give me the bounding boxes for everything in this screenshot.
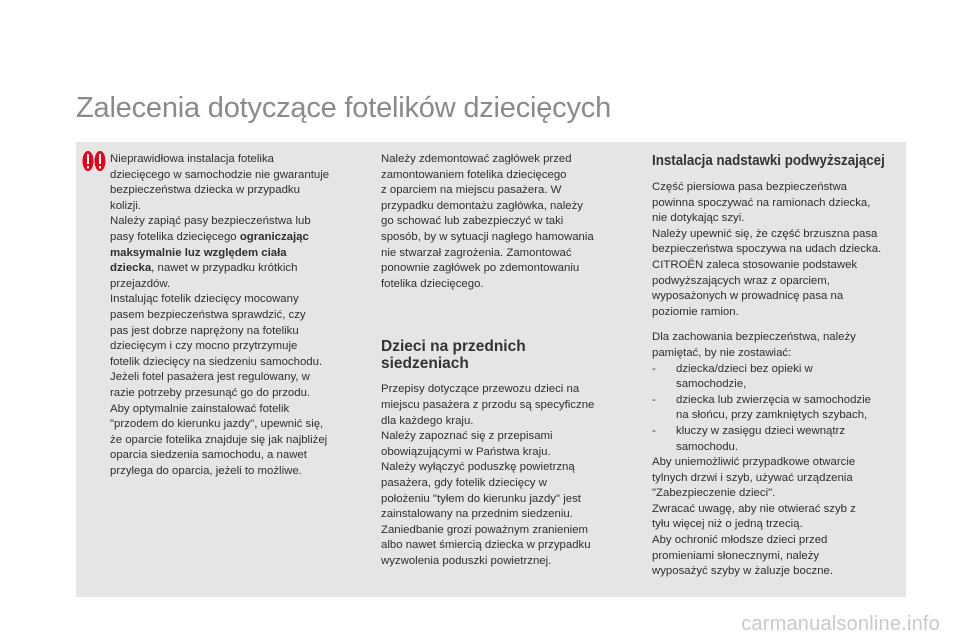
list-item xyxy=(652,393,892,424)
text-line: tyłu więcej niż o jedną trzecią. xyxy=(652,518,803,531)
text-line: Aby optymalnie zainstalować fotelik xyxy=(110,402,290,415)
text-line: kolizji. xyxy=(110,199,142,212)
text-line: promieniami słonecznymi, należy xyxy=(652,549,820,562)
text-line: albo nawet śmiercią dziecka w przypadku xyxy=(381,539,591,552)
text-line: "Zabezpieczenie dzieci". xyxy=(652,487,776,500)
watermark: carmanualsonline.info xyxy=(741,613,940,635)
text-line: Część piersiowa pasa bezpieczeństwa xyxy=(652,181,848,193)
column-headrest-and-front-seats xyxy=(381,152,619,569)
text-line: Instalując fotelik dziecięcy mocowany xyxy=(110,293,299,306)
text-line: Aby ochronić młodsze dzieci przed xyxy=(652,534,828,547)
text-line: zamontowaniem fotelika dziecięcego xyxy=(381,168,567,181)
text-line: przylega do oparcia, jeżeli to możliwe. xyxy=(110,464,302,477)
text-line: Przepisy dotyczące przewozu dzieci na xyxy=(381,383,580,396)
text-line: Dla zachowania bezpieczeństwa, należy xyxy=(652,331,856,344)
list-dash: - xyxy=(652,424,656,437)
section-heading-front-seats xyxy=(381,338,619,372)
text-line: fotelik dziecięcy na siedzeniu samochodu. xyxy=(110,355,323,368)
emphasis-text: maksymalnie luz względem ciała xyxy=(110,246,287,259)
text-line: na słońcu, przy zamkniętych szybach, xyxy=(676,409,868,422)
text-line: "przodem do kierunku jazdy", upewnić się, xyxy=(110,418,324,431)
text-line: wyposażonych w prowadnicę pasa na xyxy=(652,290,844,303)
text-span: , nawet w przypadku krótkich xyxy=(151,262,298,275)
emphasis-line xyxy=(110,246,356,262)
column-warning xyxy=(110,152,356,479)
text-line: dla każdego kraju. xyxy=(381,414,474,427)
text-line: zainstalowany na przednim siedzeniu. xyxy=(381,508,573,521)
column-booster-installation xyxy=(652,152,892,580)
text-line: Należy zapoznać się z przepisami xyxy=(381,430,553,443)
text-line-mixed xyxy=(110,261,356,277)
text-line: nie dotykając szyi. xyxy=(652,212,745,225)
warning-icon xyxy=(82,150,106,172)
text-line: podwyższających wraz z oparciem, xyxy=(652,274,830,287)
text-line: sposób, by w sytuacji nagłego hamowania xyxy=(381,230,594,243)
text-line: z oparciem na miejscu pasażera. W xyxy=(381,184,562,197)
text-line: Zaniedbanie grozi poważnym zranieniem xyxy=(381,523,589,536)
text-line: Jeżeli fotel pasażera jest regulowany, w xyxy=(110,371,310,384)
text-line: Należy wyłączyć poduszkę powietrzną xyxy=(381,461,575,474)
text-line: ponownie zagłówek po zdemontowaniu xyxy=(381,262,580,275)
text-line: poziomie ramion. xyxy=(652,305,739,318)
text-line: dziecka lub zwierzęcia w samochodzie xyxy=(676,393,871,406)
text-line: wyposażyć szyby w żaluzje boczne. xyxy=(652,565,834,578)
text-line: Należy upewnić się, że część brzuszna pasa xyxy=(652,227,878,240)
section-heading-booster: Instalacja nadstawki podwyższającej xyxy=(652,153,885,169)
text-line: nie stwarzał zagrożenia. Zamontować xyxy=(381,246,572,259)
text-line: bezpieczeństwa spoczywa na udach dziecka. xyxy=(652,243,882,256)
heading-line: Dzieci na przednich xyxy=(381,338,526,356)
list-item xyxy=(652,362,892,393)
text-line: położeniu "tyłem do kierunku jazdy" jest xyxy=(381,492,581,505)
text-line: pasażera, gdy fotelik dziecięcy w xyxy=(381,476,547,489)
content-panel xyxy=(76,142,906,597)
text-line: Nieprawidłowa instalacja fotelika xyxy=(110,153,274,165)
text-line: dziecięcym i czy mocno przytrzymuje xyxy=(110,340,298,353)
text-line: razie potrzeby przesunąć go do przodu. xyxy=(110,386,311,399)
text-span: pasy fotelika dziecięcego xyxy=(110,230,240,243)
text-line: miejscu pasażera z przodu są specyficzne xyxy=(381,398,595,411)
text-line: wyzwolenia poduszki powietrznej. xyxy=(381,554,552,567)
list-item xyxy=(652,424,892,455)
emphasis-text: ograniczając xyxy=(239,230,309,243)
text-line: oparcia siedzenia samochodu, a nawet xyxy=(110,449,307,462)
text-line: przypadku demontażu zagłówka, należy xyxy=(381,199,583,212)
text-line: kluczy w zasięgu dzieci wewnątrz xyxy=(676,424,846,437)
text-line-mixed xyxy=(110,230,356,246)
list-dash: - xyxy=(652,362,656,375)
text-line: fotelika dziecięcego. xyxy=(381,277,484,290)
text-line: samochodu. xyxy=(676,440,739,453)
text-line: Należy zdemontować zagłówek przed xyxy=(381,153,572,165)
text-line: pasem bezpieczeństwa sprawdzić, czy xyxy=(110,308,306,321)
text-line: przejazdów. xyxy=(110,277,171,290)
text-line: dziecięcego w samochodzie nie gwarantuje xyxy=(110,168,330,181)
text-line: że oparcie fotelika znajduje się jak najbliżej xyxy=(110,433,328,446)
text-line: powinna spoczywać na ramionach dziecka, xyxy=(652,196,871,209)
text-line: samochodzie, xyxy=(676,378,747,391)
page-title: Zalecenia dotyczące fotelików dziecięcych xyxy=(76,92,612,124)
emphasis-text: dziecka xyxy=(110,262,152,275)
heading-line: siedzeniach xyxy=(381,355,469,373)
text-line: Aby uniemożliwić przypadkowe otwarcie xyxy=(652,456,856,469)
text-line: go schować lub zabezpieczyć w taki xyxy=(381,215,564,228)
text-line: obowiązującymi w Państwa kraju. xyxy=(381,445,551,458)
text-line: pas jest dobrze naprężony na foteliku xyxy=(110,324,299,337)
text-line: Należy zapiąć pasy bezpieczeństwa lub xyxy=(110,215,311,228)
text-line: dziecka/dzieci bez opieki w xyxy=(676,362,813,375)
text-line: CITROËN zaleca stosowanie podstawek xyxy=(652,258,858,271)
text-line: Zwracać uwagę, aby nie otwierać szyb z xyxy=(652,502,856,515)
text-line: tylnych drzwi i szyb, używać urządzenia xyxy=(652,471,853,484)
text-line: pamiętać, by nie zostawiać: xyxy=(652,346,792,359)
text-line: bezpieczeństwa dziecka w przypadku xyxy=(110,184,300,197)
list-dash: - xyxy=(652,393,656,406)
